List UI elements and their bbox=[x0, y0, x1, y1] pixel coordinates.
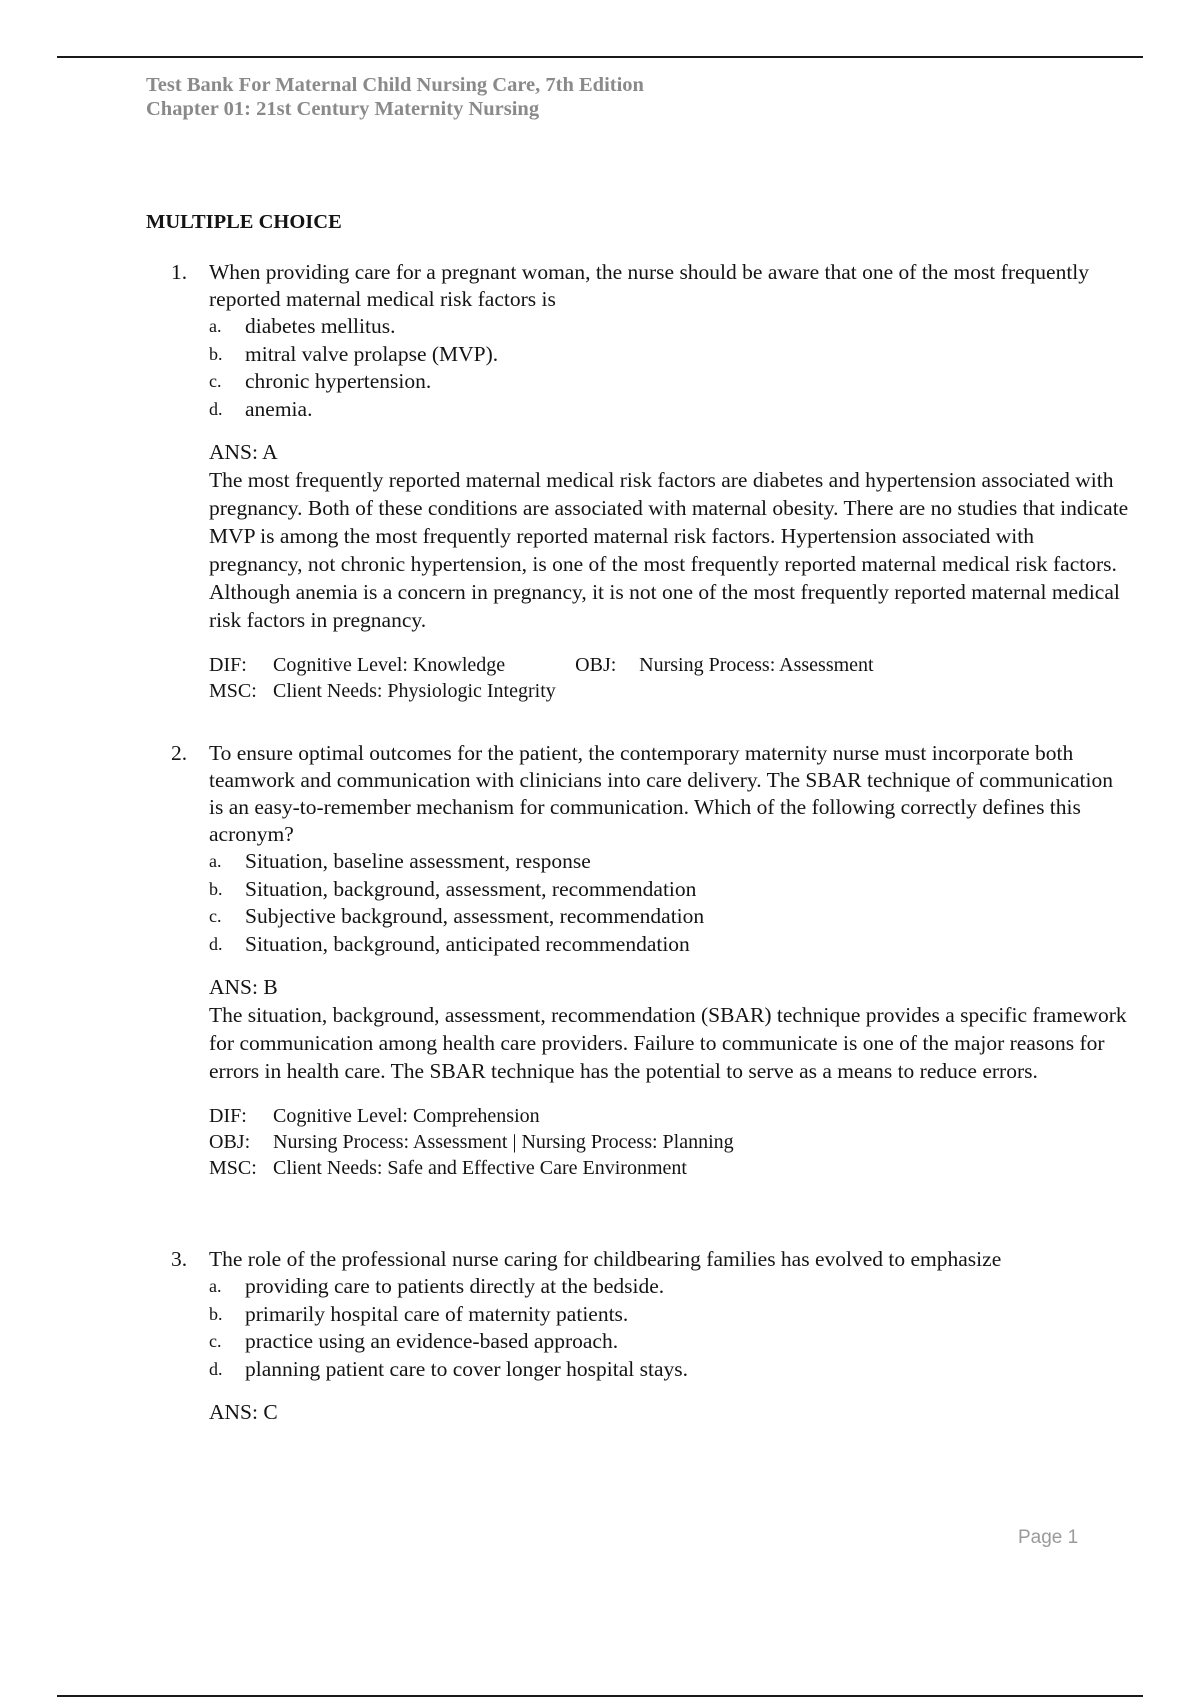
choice-text: Situation, baseline assessment, response bbox=[245, 849, 591, 873]
choice-list bbox=[209, 848, 1131, 958]
choice-d bbox=[209, 1356, 1131, 1384]
choice-c bbox=[209, 368, 1131, 396]
msc-value: Client Needs: Physiologic Integrity bbox=[273, 680, 556, 702]
choice-b bbox=[209, 1301, 1131, 1329]
choice-text: Situation, background, anticipated recommendation bbox=[245, 931, 690, 956]
choice-b bbox=[209, 876, 1131, 904]
choice-text: Subjective background, assessment, recommendation bbox=[245, 904, 705, 928]
obj-value: Nursing Process: Assessment | Nursing Process: Planning bbox=[273, 1131, 734, 1153]
choice-text: Situation, background, assessment, recommendation bbox=[245, 876, 697, 901]
document-header bbox=[146, 73, 644, 121]
meta-row-obj bbox=[209, 1129, 1131, 1155]
choice-letter: c. bbox=[209, 371, 222, 391]
question-3 bbox=[171, 1246, 1131, 1426]
choice-letter: a. bbox=[209, 1276, 222, 1296]
choice-a bbox=[209, 848, 1131, 876]
choice-letter: b. bbox=[209, 878, 223, 899]
answer-key: ANS: A bbox=[209, 440, 278, 464]
meta-row-msc bbox=[209, 1155, 1131, 1181]
msc-key: MSC: bbox=[209, 1157, 257, 1179]
choice-a bbox=[209, 313, 1131, 341]
choice-text: providing care to patients directly at the bedside. bbox=[245, 1274, 665, 1298]
answer-key: ANS: C bbox=[209, 1400, 278, 1424]
question-number: 2. bbox=[171, 741, 188, 765]
meta-spacer bbox=[505, 652, 575, 678]
top-rule bbox=[57, 56, 1143, 58]
msc-value: Client Needs: Safe and Effective Care Environment bbox=[273, 1157, 687, 1179]
choice-list bbox=[209, 313, 1131, 423]
dif-value: Cognitive Level: Comprehension bbox=[273, 1105, 540, 1127]
choice-letter: b. bbox=[209, 343, 223, 364]
choice-c bbox=[209, 903, 1131, 931]
choice-letter: c. bbox=[209, 906, 222, 926]
choice-c bbox=[209, 1328, 1131, 1356]
choice-text: practice using an evidence-based approach. bbox=[245, 1329, 619, 1353]
header-title: Test Bank For Maternal Child Nursing Care, 7th Edition bbox=[146, 74, 644, 96]
question-2 bbox=[171, 740, 1131, 1181]
choice-letter: c. bbox=[209, 1331, 222, 1351]
choice-letter: d. bbox=[209, 398, 223, 419]
question-text: When providing care for a pregnant woman, the nurse should be aware that one of the most frequently reported maternal medical risk factors is bbox=[209, 260, 1090, 311]
choice-list bbox=[209, 1273, 1131, 1383]
rationale: The most frequently reported maternal medical risk factors are diabetes and hypertension associated with pregnancy. Both of these conditions are associated with maternal obesity. There are no studies that indicate MVP is among the most frequently reported maternal risk factors. Hypertension associated with pregnancy, not chronic hypertension, is one of the most frequently reported maternal medical risk factors. Although anemia is a concern in pregnancy, it is not one of the most frequently reported maternal medical risk factors in pregnancy. bbox=[209, 468, 1129, 632]
metadata bbox=[209, 1103, 1131, 1181]
question-1 bbox=[171, 259, 1131, 704]
choice-text: chronic hypertension. bbox=[245, 369, 432, 393]
meta-row-dif-obj bbox=[209, 652, 1131, 678]
obj-value: Nursing Process: Assessment bbox=[639, 654, 874, 676]
choice-letter: b. bbox=[209, 1303, 223, 1324]
choice-text: diabetes mellitus. bbox=[245, 314, 396, 338]
answer-key: ANS: B bbox=[209, 975, 278, 999]
page-number: Page 1 bbox=[1018, 1527, 1079, 1548]
question-stem bbox=[171, 1246, 1131, 1273]
choice-letter: a. bbox=[209, 851, 222, 871]
msc-key: MSC: bbox=[209, 680, 257, 702]
choice-b bbox=[209, 341, 1131, 369]
obj-key: OBJ: bbox=[575, 654, 617, 676]
question-text: To ensure optimal outcomes for the patient, the contemporary maternity nurse must incorporate both teamwork and communication with clinicians into care delivery. The SBAR technique of communication is an easy-to-remember mechanism for communication. Which of the following correctly defines this acronym? bbox=[209, 741, 1113, 846]
choice-text: primarily hospital care of maternity patients. bbox=[245, 1301, 629, 1326]
question-number: 1. bbox=[171, 260, 188, 284]
choice-letter: d. bbox=[209, 933, 223, 954]
dif-key: DIF: bbox=[209, 1105, 247, 1127]
choice-letter: d. bbox=[209, 1358, 223, 1379]
metadata bbox=[209, 652, 1131, 704]
bottom-rule bbox=[57, 1695, 1143, 1697]
choice-d bbox=[209, 931, 1131, 959]
choice-a bbox=[209, 1273, 1131, 1301]
question-stem bbox=[171, 259, 1131, 313]
choice-letter: a. bbox=[209, 316, 222, 336]
choice-d bbox=[209, 396, 1131, 424]
meta-row-msc bbox=[209, 678, 1131, 704]
meta-row-dif bbox=[209, 1103, 1131, 1129]
dif-value: Cognitive Level: Knowledge bbox=[273, 654, 506, 676]
question-number: 3. bbox=[171, 1247, 188, 1271]
choice-text: planning patient care to cover longer hospital stays. bbox=[245, 1356, 689, 1381]
rationale: The situation, background, assessment, recommendation (SBAR) technique provides a specific framework for communication among health care providers. Failure to communicate is one of the major reasons for errors in health care. The SBAR technique has the potential to serve as a means to reduce errors. bbox=[209, 1003, 1127, 1083]
question-stem bbox=[171, 740, 1131, 848]
header-chapter: Chapter 01: 21st Century Maternity Nursing bbox=[146, 98, 540, 120]
obj-key: OBJ: bbox=[209, 1131, 251, 1153]
question-text: The role of the professional nurse caring for childbearing families has evolved to emphasize bbox=[209, 1247, 1002, 1271]
section-title: MULTIPLE CHOICE bbox=[146, 211, 342, 233]
dif-key: DIF: bbox=[209, 654, 247, 676]
choice-text: anemia. bbox=[245, 396, 313, 421]
choice-text: mitral valve prolapse (MVP). bbox=[245, 341, 499, 366]
